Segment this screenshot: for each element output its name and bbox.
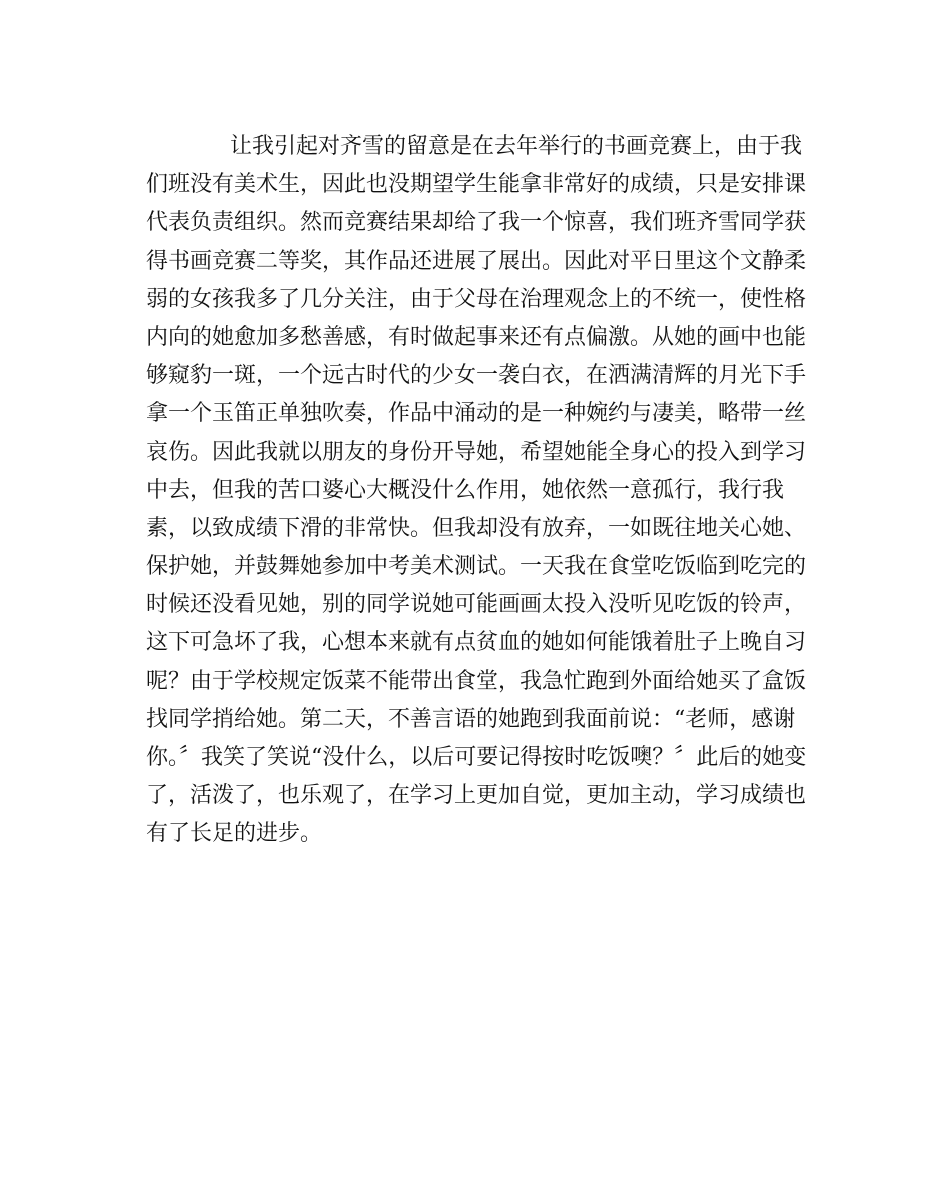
paragraph-line: 拿一个玉笛正单独吹奏，作品中涌动的是一种婉约与凄美，略带一丝 bbox=[146, 401, 807, 427]
paragraph-line: 时候还没看见她，别的同学说她可能画画太投入没听见吃饭的铃声， bbox=[146, 592, 807, 618]
paragraph-line: 弱的女孩我多了几分关注，由于父母在治理观念上的不统一，使性格 bbox=[146, 286, 807, 312]
paragraph-line: 中去，但我的苦口婆心大概没什么作用，她依然一意孤行，我行我 bbox=[146, 477, 785, 503]
paragraph-line: 够窥豹一斑，一个远古时代的少女一袭白衣，在洒满清辉的月光下手 bbox=[146, 363, 807, 389]
paragraph-line: 了，活泼了，也乐观了，在学习上更加自觉，更加主动，学习成绩也 bbox=[146, 783, 807, 809]
paragraph-line: 让我引起对齐雪的留意是在去年举行的书画竞赛上，由于我 bbox=[230, 134, 803, 159]
paragraph-line: 保护她，并鼓舞她参加中考美术测试。一天我在食堂吃饭临到吃完的 bbox=[146, 554, 807, 580]
paragraph-line: 素，以致成绩下滑的非常快。但我却没有放弃，一如既往地关心她、 bbox=[146, 515, 807, 541]
paragraph-line: 得书画竞赛二等奖，其作品还进展了展出。因此对平日里这个文静柔 bbox=[146, 248, 807, 274]
paragraph-line: 代表负责组织。然而竞赛结果却给了我一个惊喜，我们班齐雪同学获 bbox=[146, 210, 807, 236]
paragraph-line: 哀伤。因此我就以朋友的身份开导她，希望她能全身心的投入到学习 bbox=[146, 439, 807, 465]
paragraph-line: 们班没有美术生，因此也没期望学生能拿非常好的成绩，只是安排课 bbox=[146, 172, 807, 198]
paragraph-line: 你。〞我笑了笑说“没什么，以后可要记得按时吃饭噢？〞此后的她变 bbox=[146, 745, 807, 770]
paragraph-line: 呢？由于学校规定饭菜不能带出食堂，我急忙跑到外面给她买了盒饭 bbox=[146, 668, 807, 694]
body-paragraph bbox=[146, 128, 816, 854]
paragraph-line: 找同学捎给她。第二天，不善言语的她跑到我面前说：“老师，感谢 bbox=[146, 706, 796, 732]
paragraph-line: 这下可急坏了我，心想本来就有点贫血的她如何能饿着肚子上晚自习 bbox=[146, 630, 807, 656]
paragraph-line: 有了长足的进步。 bbox=[146, 821, 323, 847]
paragraph-line: 内向的她愈加多愁善感，有时做起事来还有点偏激。从她的画中也能 bbox=[146, 324, 807, 350]
